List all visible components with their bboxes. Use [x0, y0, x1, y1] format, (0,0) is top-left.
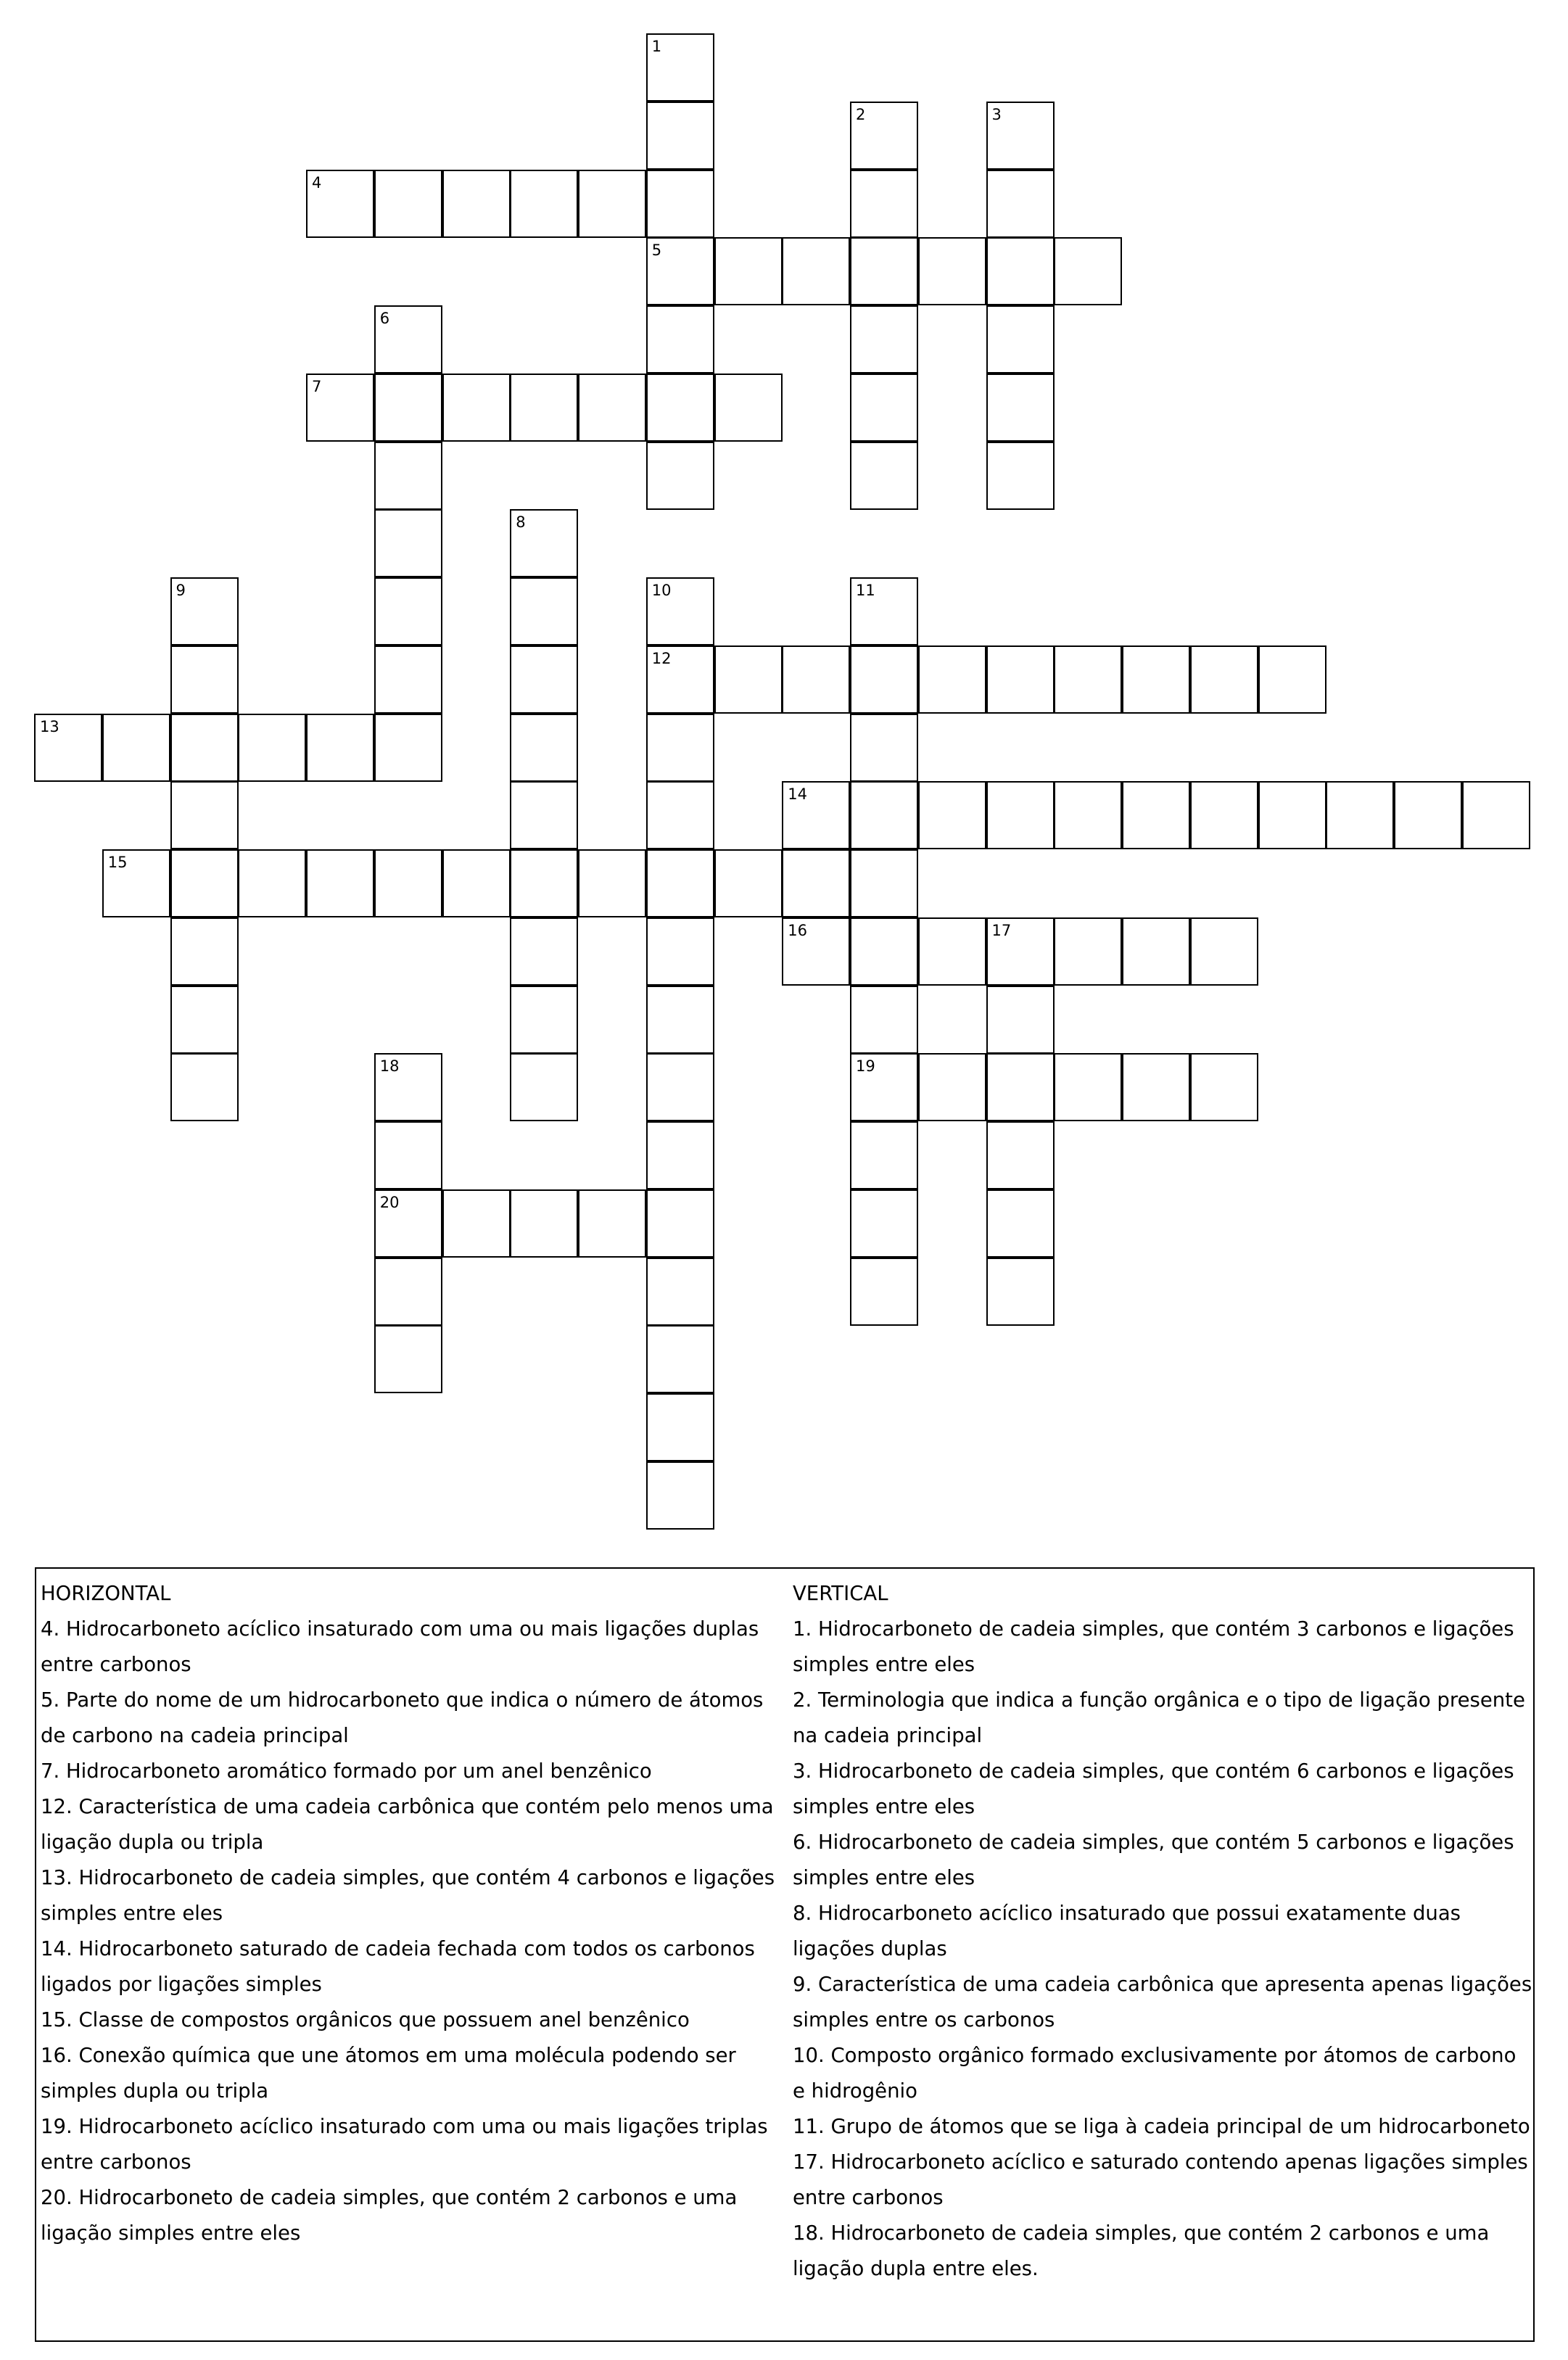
across-clue-4: 4. Hidrocarboneto acíclico insaturado com uma ou mais ligações duplas entre carbonos: [41, 1617, 759, 1676]
crossword-cell[interactable]: [578, 849, 646, 917]
crossword-cell[interactable]: [170, 645, 239, 714]
crossword-cell[interactable]: [306, 849, 374, 917]
crossword-cell[interactable]: [1190, 645, 1258, 714]
crossword-cell[interactable]: [442, 1189, 511, 1258]
cell-number: 18: [379, 1057, 400, 1076]
crossword-cell[interactable]: [850, 374, 918, 442]
crossword-cell[interactable]: [306, 374, 374, 442]
cell-number: 7: [312, 377, 322, 395]
across-clue-7: 7. Hidrocarboneto aromático formado por um anel benzênico: [41, 1759, 652, 1783]
crossword-cell[interactable]: [510, 509, 578, 577]
crossword-cell[interactable]: [510, 986, 578, 1054]
cell-number: 13: [40, 717, 59, 735]
crossword-cell[interactable]: [374, 645, 442, 714]
crossword-cell[interactable]: [782, 917, 850, 986]
crossword-cell[interactable]: [850, 645, 918, 714]
cell-number: 2: [856, 105, 866, 123]
crossword-cell[interactable]: [986, 442, 1055, 510]
crossword-cell[interactable]: [850, 917, 918, 986]
across-clue-19: 19. Hidrocarboneto acíclico insaturado com uma ou mais ligações triplas entre carbonos: [41, 2115, 768, 2174]
crossword-cell[interactable]: [646, 781, 714, 849]
crossword-cell[interactable]: [442, 374, 511, 442]
crossword-cell[interactable]: [646, 1189, 714, 1258]
crossword-cell[interactable]: [510, 170, 578, 238]
crossword-cell[interactable]: [1054, 645, 1122, 714]
crossword-cell[interactable]: [986, 237, 1055, 305]
across-clue-16: 16. Conexão química que une átomos em uma molécula podendo ser simples dupla ou tripla: [41, 2044, 736, 2103]
crossword-cell[interactable]: [1054, 781, 1122, 849]
crossword-cell[interactable]: [170, 917, 239, 986]
crossword-cell[interactable]: [782, 849, 850, 917]
crossword-cell[interactable]: [374, 1189, 442, 1258]
crossword-cell[interactable]: [510, 714, 578, 782]
crossword-cell[interactable]: [850, 986, 918, 1054]
crossword-cell[interactable]: [646, 237, 714, 305]
cell-number: 4: [312, 173, 322, 191]
crossword-cell[interactable]: [1258, 645, 1326, 714]
cell-number: 14: [788, 785, 807, 804]
crossword-cell[interactable]: [986, 1121, 1055, 1189]
crossword-cell[interactable]: [374, 1258, 442, 1326]
crossword-cell[interactable]: [1394, 781, 1462, 849]
crossword-cell[interactable]: [34, 714, 102, 782]
crossword-cell[interactable]: [374, 509, 442, 577]
crossword-cell[interactable]: [850, 781, 918, 849]
cell-number: 17: [991, 921, 1012, 939]
crossword-cell[interactable]: [918, 917, 986, 986]
across-clues: [41, 1576, 788, 2251]
crossword-cell[interactable]: [646, 917, 714, 986]
crossword-cell[interactable]: [646, 714, 714, 782]
crossword-cell[interactable]: [1122, 917, 1190, 986]
crossword-cell[interactable]: [238, 849, 306, 917]
crossword-cell[interactable]: [850, 442, 918, 510]
cell-number: 12: [651, 649, 672, 667]
crossword-cell[interactable]: [986, 102, 1055, 170]
crossword-cell[interactable]: [578, 1189, 646, 1258]
crossword-cell[interactable]: [374, 305, 442, 374]
crossword-cell[interactable]: [374, 1121, 442, 1189]
down-clue-8: 8. Hidrocarboneto acíclico insaturado que possui exatamente duas ligações duplas: [793, 1902, 1461, 1960]
crossword-cell[interactable]: [986, 645, 1055, 714]
crossword-cell[interactable]: [1462, 781, 1530, 849]
crossword-cell[interactable]: [170, 986, 239, 1054]
crossword-cell[interactable]: [646, 1325, 714, 1393]
down-clues: [793, 1576, 1532, 2287]
crossword-cell[interactable]: [850, 102, 918, 170]
crossword-cell[interactable]: [1122, 781, 1190, 849]
crossword-cell[interactable]: [510, 849, 578, 917]
cell-number: 15: [107, 854, 128, 871]
crossword-cell[interactable]: [374, 170, 442, 238]
crossword-cell[interactable]: [374, 374, 442, 442]
across-heading: HORIZONTAL: [41, 1582, 171, 1605]
crossword-cell[interactable]: [850, 305, 918, 374]
crossword-cell[interactable]: [510, 1189, 578, 1258]
crossword-cell[interactable]: [850, 170, 918, 238]
crossword-cell[interactable]: [850, 1053, 918, 1121]
crossword-cell[interactable]: [986, 1189, 1055, 1258]
crossword-cell[interactable]: [646, 374, 714, 442]
cell-number: 10: [651, 582, 672, 599]
down-heading: VERTICAL: [793, 1582, 888, 1605]
crossword-cell[interactable]: [374, 1325, 442, 1393]
across-clue-5: 5. Parte do nome de um hidrocarboneto que indica o número de átomos de carbono na cadeia principal: [41, 1688, 764, 1747]
crossword-cell[interactable]: [1054, 917, 1122, 986]
crossword-cell[interactable]: [170, 577, 239, 645]
crossword-cell[interactable]: [1054, 1053, 1122, 1121]
crossword-cell[interactable]: [510, 1053, 578, 1121]
cell-number: 8: [516, 513, 526, 532]
crossword-cell[interactable]: [170, 781, 239, 849]
crossword-cell[interactable]: [918, 1053, 986, 1121]
crossword-cell[interactable]: [646, 1121, 714, 1189]
cell-number: 5: [651, 242, 662, 260]
crossword-cell[interactable]: [714, 374, 783, 442]
crossword-cell[interactable]: [646, 102, 714, 170]
cell-number: 11: [856, 582, 875, 599]
crossword-cell[interactable]: [1054, 237, 1122, 305]
crossword-cell[interactable]: [646, 305, 714, 374]
crossword-cell[interactable]: [986, 986, 1055, 1054]
across-clue-20: 20. Hidrocarboneto de cadeia simples, que contém 2 carbonos e uma ligação simples entre eles: [41, 2186, 738, 2245]
crossword-cell[interactable]: [986, 305, 1055, 374]
down-clue-18: 18. Hidrocarboneto de cadeia simples, que contém 2 carbonos e uma ligação dupla entre eles.: [793, 2221, 1490, 2280]
crossword-cell[interactable]: [782, 237, 850, 305]
crossword-cell[interactable]: [102, 714, 170, 782]
cell-number: 20: [379, 1193, 400, 1211]
cell-number: 9: [176, 582, 186, 599]
crossword-cell[interactable]: [374, 577, 442, 645]
cell-number: 6: [379, 310, 390, 327]
cell-number: 3: [991, 105, 1002, 123]
cell-number: 1: [651, 38, 662, 55]
crossword-cell[interactable]: [646, 1461, 714, 1530]
crossword-cell[interactable]: [918, 237, 986, 305]
clue-box: [35, 1567, 1535, 2342]
down-clue-11: 11. Grupo de átomos que se liga à cadeia principal de um hidrocarboneto: [793, 2115, 1530, 2138]
crossword-cell[interactable]: [986, 170, 1055, 238]
crossword-cell[interactable]: [986, 1258, 1055, 1326]
crossword-cell[interactable]: [510, 917, 578, 986]
crossword-cell[interactable]: [646, 849, 714, 917]
crossword-cell[interactable]: [782, 645, 850, 714]
crossword-cell[interactable]: [918, 645, 986, 714]
crossword-cell[interactable]: [646, 1393, 714, 1461]
crossword-cell[interactable]: [306, 714, 374, 782]
crossword-cell[interactable]: [1190, 781, 1258, 849]
crossword-cell[interactable]: [646, 986, 714, 1054]
down-clue-9: 9. Característica de uma cadeia carbônica que apresenta apenas ligações simples entre os carbonos: [793, 1973, 1532, 2031]
crossword-cell[interactable]: [1190, 1053, 1258, 1121]
crossword-cell[interactable]: [986, 374, 1055, 442]
crossword-cell[interactable]: [238, 714, 306, 782]
crossword-cell[interactable]: [170, 849, 239, 917]
crossword-cell[interactable]: [306, 170, 374, 238]
crossword-cell[interactable]: [918, 781, 986, 849]
across-clue-15: 15. Classe de compostos orgânicos que possuem anel benzênico: [41, 2008, 690, 2031]
crossword-cell[interactable]: [374, 442, 442, 510]
down-clue-3: 3. Hidrocarboneto de cadeia simples, que contém 6 carbonos e ligações simples entre eles: [793, 1759, 1514, 1818]
crossword-cell[interactable]: [1122, 1053, 1190, 1121]
crossword-cell[interactable]: [986, 917, 1055, 986]
crossword-cell[interactable]: [170, 1053, 239, 1121]
crossword-cell[interactable]: [850, 237, 918, 305]
crossword-cell[interactable]: [646, 442, 714, 510]
across-clue-12: 12. Característica de uma cadeia carbônica que contém pelo menos uma ligação dupla ou tripla: [41, 1795, 774, 1854]
crossword-cell[interactable]: [646, 170, 714, 238]
crossword-cell[interactable]: [850, 849, 918, 917]
crossword-cell[interactable]: [510, 781, 578, 849]
crossword-cell[interactable]: [510, 645, 578, 714]
across-clue-13: 13. Hidrocarboneto de cadeia simples, que contém 4 carbonos e ligações simples entre eles: [41, 1866, 775, 1925]
down-clue-6: 6. Hidrocarboneto de cadeia simples, que contém 5 carbonos e ligações simples entre eles: [793, 1831, 1514, 1889]
crossword-cell[interactable]: [646, 1053, 714, 1121]
down-clue-2: 2. Terminologia que indica a função orgânica e o tipo de ligação presente na cadeia principal: [793, 1688, 1525, 1747]
crossword-cell[interactable]: [442, 170, 511, 238]
crossword-cell[interactable]: [714, 237, 783, 305]
crossword-cell[interactable]: [578, 170, 646, 238]
down-clue-10: 10. Composto orgânico formado exclusivamente por átomos de carbono e hidrogênio: [793, 2044, 1517, 2103]
crossword-cell[interactable]: [850, 714, 918, 782]
crossword-cell[interactable]: [578, 374, 646, 442]
crossword-cell[interactable]: [442, 849, 511, 917]
crossword-cell[interactable]: [714, 645, 783, 714]
crossword-cell[interactable]: [986, 781, 1055, 849]
crossword-cell[interactable]: [850, 1258, 918, 1326]
crossword-cell[interactable]: [374, 849, 442, 917]
crossword-cell[interactable]: [646, 577, 714, 645]
crossword-cell[interactable]: [170, 714, 239, 782]
crossword-cell[interactable]: [646, 33, 714, 102]
cell-number: 16: [788, 921, 807, 939]
crossword-cell[interactable]: [1258, 781, 1326, 849]
crossword-cell[interactable]: [1122, 645, 1190, 714]
down-clue-17: 17. Hidrocarboneto acíclico e saturado contendo apenas ligações simples entre carbonos: [793, 2150, 1528, 2209]
crossword-cell[interactable]: [1326, 781, 1394, 849]
crossword-cell[interactable]: [374, 1053, 442, 1121]
down-clue-1: 1. Hidrocarboneto de cadeia simples, que contém 3 carbonos e ligações simples entre eles: [793, 1617, 1514, 1676]
crossword-cell[interactable]: [782, 781, 850, 849]
crossword-cell[interactable]: [646, 645, 714, 714]
crossword-cell[interactable]: [850, 1121, 918, 1189]
crossword-cell[interactable]: [510, 577, 578, 645]
crossword-cell[interactable]: [850, 577, 918, 645]
crossword-cell[interactable]: [1190, 917, 1258, 986]
cell-number: 19: [856, 1057, 875, 1076]
crossword-cell[interactable]: [102, 849, 170, 917]
crossword-cell[interactable]: [374, 714, 442, 782]
crossword-cell[interactable]: [850, 1189, 918, 1258]
crossword-cell[interactable]: [510, 374, 578, 442]
crossword-cell[interactable]: [714, 849, 783, 917]
crossword-cell[interactable]: [646, 1258, 714, 1326]
across-clue-14: 14. Hidrocarboneto saturado de cadeia fechada com todos os carbonos ligados por ligações simples: [41, 1937, 755, 1996]
crossword-cell[interactable]: [986, 1053, 1055, 1121]
